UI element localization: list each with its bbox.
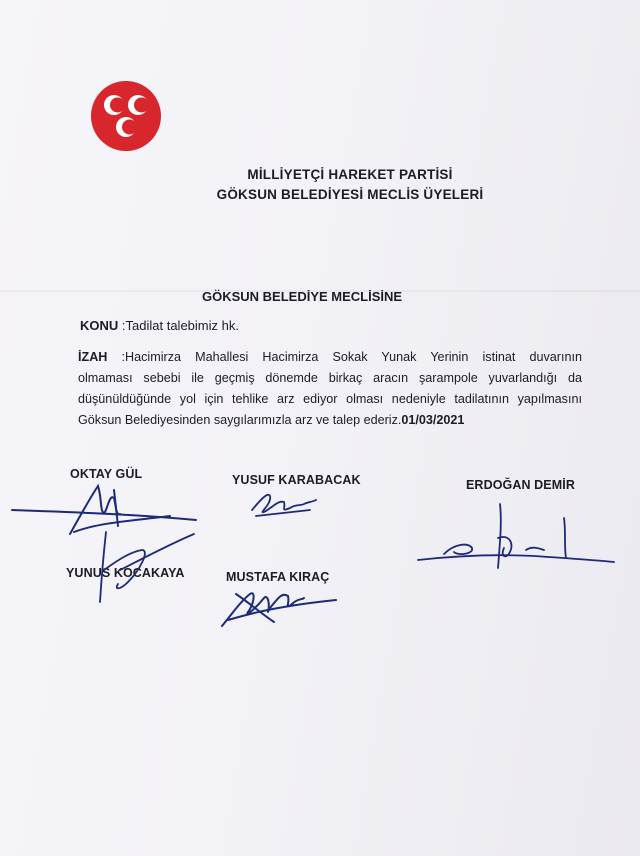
addressee-heading: GÖKSUN BELEDİYE MECLİSİNE (202, 289, 403, 304)
explanation-line-1-text: :Hacimirza Mahallesi Hacimirza Sokak Yunak Yerinin istinat duvarının (121, 350, 583, 364)
signatory-name-2: YUSUF KARABACAK (232, 473, 361, 487)
signatory-name-1: OKTAY GÜL (70, 467, 143, 481)
subject-text: :Tadilat talebimiz hk. (121, 318, 239, 333)
signatory-name-3: ERDOĞAN DEMİR (466, 478, 575, 492)
signatory-name-4: YUNUS KOCAKAYA (66, 566, 185, 580)
signature-5-icon (218, 574, 340, 632)
party-name: MİLLİYETÇİ HAREKET PARTİSİ (247, 167, 453, 182)
explanation-line-4-text: Göksun Belediyesinden saygılarımızla arz ve talep ederiz. (78, 413, 402, 427)
subject-line (80, 318, 239, 333)
explanation-line-3: düşünüldüğünde yol için tehlike arz ediyor olması nedeniyle tadilatının yapılmasını (78, 392, 582, 406)
signatory-name-5: MUSTAFA KIRAÇ (226, 570, 330, 584)
party-emblem-icon (90, 80, 162, 152)
party-subtitle: GÖKSUN BELEDİYESİ MECLİS ÜYELERİ (216, 187, 484, 202)
explanation-label: İZAH (78, 350, 108, 364)
signature-4-icon (90, 530, 200, 606)
explanation-paragraph (78, 347, 582, 431)
explanation-line-4 (78, 410, 582, 431)
explanation-line-1 (78, 347, 582, 368)
explanation-line-2: olmaması sebebi ile geçmiş dönemde birkaç aracın şarampole yuvarlandığı da (78, 371, 582, 385)
signature-2-icon (250, 488, 320, 520)
signature-3-icon (414, 498, 619, 574)
subject-label: KONU (80, 318, 119, 333)
document-date: 01/03/2021 (401, 413, 465, 427)
